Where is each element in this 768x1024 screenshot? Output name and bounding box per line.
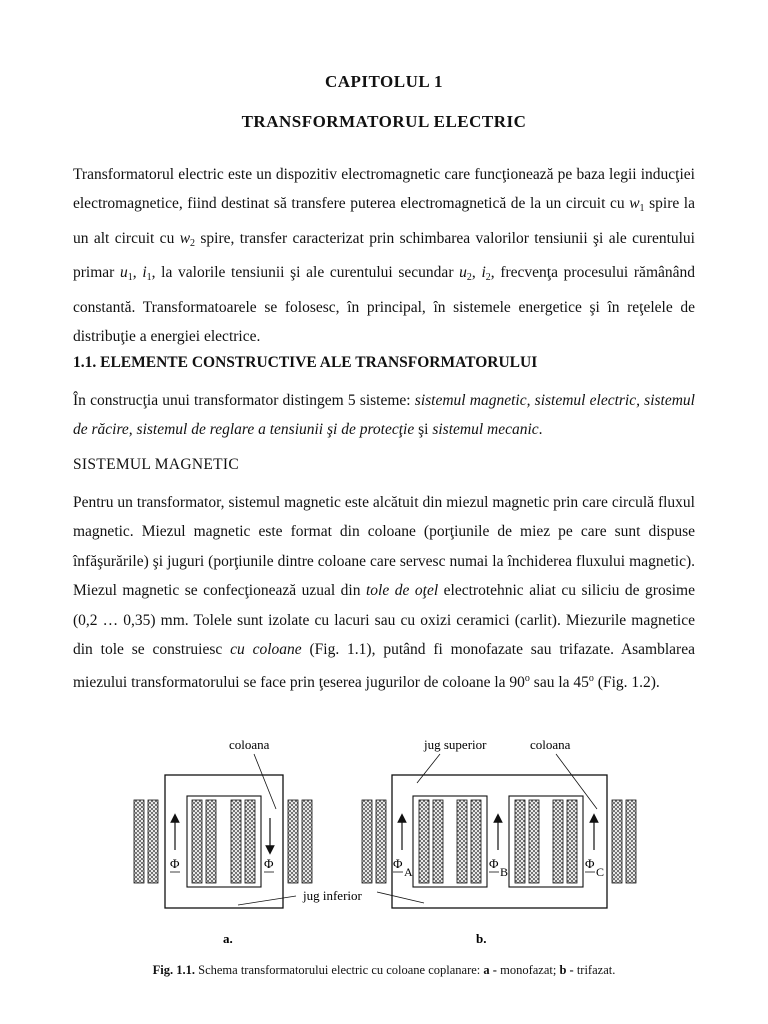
chapter-number: CAPITOLUL 1 [324,72,444,91]
phase-label-a: A [404,865,413,879]
figure-caption: Fig. 1.1. Schema transformatorului electric cu coloane coplanare: a - monofazat; b - trifazat. [152,963,616,977]
label-coloana-b: coloana [530,737,571,752]
chapter-title: TRANSFORMATORUL ELECTRIC [241,112,527,131]
phase-label-b: B [500,865,509,879]
winding-a-inner-right [231,800,241,883]
sub-label-a: a. [223,931,233,946]
label-jug-superior: jug superior [424,737,487,752]
winding-a-inner-right2 [245,800,255,883]
intro-paragraph: Transformatorul electric este un dispozitiv electromagnetic care funcţionează pe baza legii inducţiei electromagnetice, fiind destinat să transfere puterea electromagnetică de la un circuit cu $w_1$ spire la un alt circuit cu $w_2$ spire, transfer caracterizat prin schimbarea valorilor tensiunii şi ale curentului primar $u_1$, $i_1$, la valorile tensiunii şi ale curentului secundar $u_2$, $i_2$, frecvenţa procesului rămânând constantă. Transformatoarele se folosesc, în principal, în sistemele energetice şi în reţelele de distribuţie a energiei electrice. [73,166,696,346]
subsection-heading: SISTEMUL MAGNETIC [73,456,239,473]
winding-a-inner-left [192,800,202,883]
construction-paragraph: În construcţia unui transformator distingem 5 sisteme: sistemul magnetic, sistemul electric, sistemul de răcire, sistemul de reglare a tensiunii şi de protecţie şi sistemul mecanic. [73,392,695,439]
label-jug-inferior: jug inferior [303,888,362,903]
winding-a-outer-right2 [302,800,312,883]
section-heading: 1.1. ELEMENTE CONSTRUCTIVE ALE TRANSFORMATORULUI [73,354,538,371]
winding-a-inner-left2 [206,800,216,883]
svg-text:Φ: Φ [585,856,595,871]
phase-label-c: C [596,865,605,879]
figure-transformer-schema [0,725,768,960]
winding-a-outer-left2 [148,800,158,883]
phi-label-a-left: Φ [170,856,180,871]
core-frame-a [165,775,283,908]
sub-label-b: b. [476,931,487,946]
phi-label-a-right: Φ [264,856,274,871]
winding-a-outer-left [134,800,144,883]
svg-text:Φ: Φ [489,856,499,871]
magnetic-paragraph: Pentru un transformator, sistemul magnetic este alcătuit din miezul magnetic prin care circulă fluxul magnetic. Miezul magnetic este format din coloane (porţiunile de miez pe care sunt dispuse înfăşurările) şi juguri (porţiunile dintre coloane care servesc numai la închiderea fluxului magnetic). Miezul magnetic se confecţionează uzual din tole de oţel electrotehnic aliat cu siliciu de grosime (0,2 … 0,35) mm. Tolele sunt izolate cu lacuri sau cu oxizi ceramici (carlit). Miezurile magnetice din tole se construiesc cu coloane (Fig. 1.1), putând fi monofazate sau trifazate. Asamblarea miezului transformatorului se face prin ţeserea jugurilor de coloane la 90$^o$ sau la 45$^o$ (Fig. 1.2). [73,494,695,692]
label-coloana-a: coloana [229,737,270,752]
svg-text:Φ: Φ [393,856,403,871]
figure-a-monophase [134,737,312,946]
winding-a-outer-right [288,800,298,883]
